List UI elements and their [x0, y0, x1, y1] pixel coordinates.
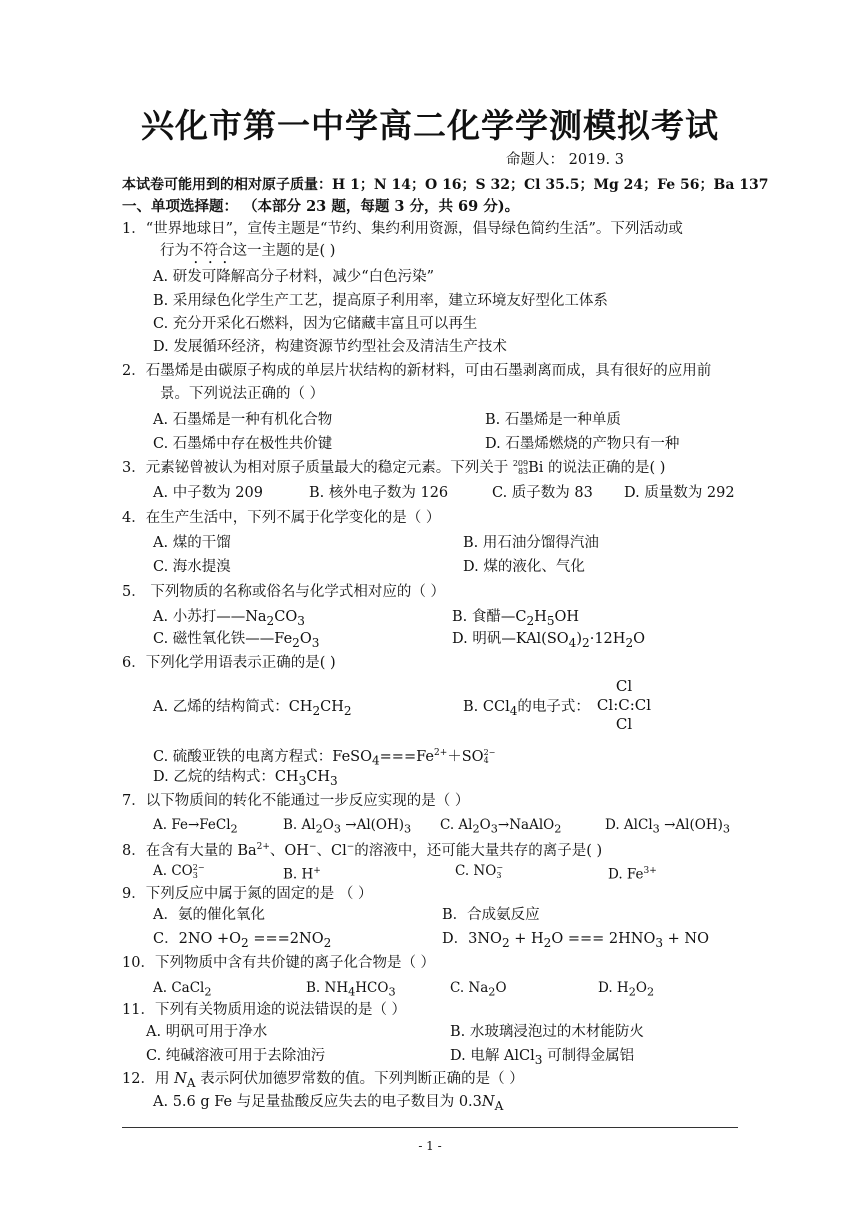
q8-option-d: D. $Fe^{3+}$ — [608, 866, 657, 883]
q10-option-b: B. $NH_4HCO_3$ — [306, 980, 396, 999]
q11-option-a: A. 明矾可用于净水 — [146, 1024, 268, 1040]
q1-stem: 1．“世界地球日”，宣传主题是“节约、集约利用资源，倡导绿色简约生活”。下列活动或 — [122, 221, 683, 237]
q7-option-a: A. Fe→FeCl$_2$ — [153, 817, 238, 836]
q5-option-a: A. 小苏打$——Na_2CO_3$ — [153, 609, 305, 628]
nuclide-notation: 209 83 — [512, 459, 529, 476]
q6-option-d: D. 乙烷的结构式：$CH_3CH_3$ — [153, 769, 338, 788]
section-heading: 一、单项选择题： （本部分 23 题，每题 3 分，共 69 分)。 — [122, 198, 520, 215]
q11-option-c: C. 纯碱溶液可用于去除油污 — [146, 1048, 326, 1064]
q8-stem: 8．在含有大量的 $Ba^{2+}$、OH−、Cl−的溶液中，还可能大量共存的离子是( ) — [122, 842, 603, 859]
q4-option-c: C. 海水提溴 — [153, 559, 231, 575]
q2-option-a: A. 石墨烯是一种有机化合物 — [153, 412, 333, 428]
q4-option-d: D. 煤的液化、气化 — [463, 559, 585, 575]
q6-option-a: A. 乙烯的结构简式：$CH_2CH_2$ — [153, 699, 352, 718]
sulfate-charge: 2− 4 — [483, 747, 496, 765]
q9-stem: 9．下列反应中属于氮的固定的是 （ ） — [122, 886, 373, 902]
q10-stem: 10．下列物质中含有共价键的离子化合物是（ ） — [122, 955, 436, 971]
footer-divider — [122, 1127, 738, 1128]
q2-option-c: C. 石墨烯中存在极性共价键 — [153, 436, 333, 452]
q3-option-b: B. 核外电子数为 126 — [309, 485, 449, 501]
q9-option-b: B．合成氨反应 — [442, 907, 540, 923]
q1-option-a: A. 研发可降解高分子材料，减少“白色污染” — [153, 269, 435, 285]
q7-option-d: D. AlCl$_3$ $\to Al(OH)_3$ — [605, 817, 731, 836]
emphasis-text: 不符合 — [189, 243, 233, 259]
q2-stem-cont: 景。下列说法正确的（ ） — [160, 386, 325, 402]
electron-dot-formula: Cl Cl:C:Cl Cl — [596, 677, 652, 733]
q5-option-d: D. 明矾$—KAl(SO_4)_2\cdot 12H_2O$ — [452, 631, 646, 650]
q4-option-a: A. 煤的干馏 — [153, 535, 231, 551]
q9-option-a: A．氨的催化氧化 — [153, 907, 265, 923]
q2-option-b: B. 石墨烯是一种单质 — [485, 412, 621, 428]
atomic-masses: 本试卷可能用到的相对原子质量：H 1；N 14；O 16；S 32；Cl 35.5；Mg 24；Fe 56；Ba 137 — [122, 177, 769, 193]
page-number: - 1 - — [418, 1139, 442, 1153]
q7-stem: 7．以下物质间的转化不能通过一步反应实现的是（ ） — [122, 793, 470, 809]
q3-option-d: D. 质量数为 292 — [624, 485, 735, 501]
q8-option-b: B. H+ — [283, 866, 321, 883]
q5-stem: 5． 下列物质的名称或俗名与化学式相对应的（ ） — [122, 584, 445, 600]
q8-option-a: A. CO 2− 3 — [153, 862, 205, 880]
q5-option-c: C. 磁性氧化铁$——Fe_2O_3$ — [153, 631, 320, 650]
q7-option-b: B. $Al_2O_3 \to Al(OH)_3$ — [283, 817, 412, 836]
q10-option-a: A. CaCl$_2$ — [153, 980, 212, 999]
q1-stem-cont: 行为不符合这一主题的是( ) — [160, 243, 336, 259]
q11-option-d: D. 电解 AlCl$_3$ 可制得金属铝 — [450, 1048, 635, 1067]
q1-option-d: D. 发展循环经济，构建资源节约型社会及清洁生产技术 — [153, 339, 507, 355]
q6-option-b: B. CCl$_4$的电子式： — [463, 699, 590, 718]
q8-option-c: C. NO − 3 — [455, 862, 504, 880]
q1-option-c: C. 充分开采化石燃料，因为它储藏丰富且可以再生 — [153, 316, 478, 332]
carbonate-charge: 2− 3 — [192, 862, 205, 880]
q9-option-c: C．$2NO +O_2 ===2NO_2$ — [153, 931, 332, 950]
q7-option-c: C. $Al_2O_3\to NaAlO_2$ — [440, 817, 562, 836]
q3-option-c: C. 质子数为 83 — [492, 485, 593, 501]
q5-option-b: B. 食醋$—C_2H_5OH$ — [452, 609, 580, 628]
author-line: 命题人： 2019. 3 — [506, 152, 624, 168]
nitrate-charge: − 3 — [496, 862, 504, 880]
q10-option-d: D. $H_2O_2$ — [598, 980, 655, 999]
q3-stem: 3．元素铋曾被认为相对原子质量最大的稳定元素。下列关于 209 83 Bi 的说法正确的是( ) — [122, 459, 666, 476]
q4-stem: 4．在生产生活中，下列不属于化学变化的是（ ） — [122, 510, 441, 526]
q4-option-b: B. 用石油分馏得汽油 — [463, 535, 599, 551]
q11-option-b: B. 水玻璃浸泡过的木材能防火 — [450, 1024, 644, 1040]
q10-option-c: C. $Na_2O$ — [450, 980, 507, 999]
q2-stem: 2．石墨烯是由碳原子构成的单层片状结构的新材料，可由石墨剥离而成，具有很好的应用前 — [122, 363, 712, 379]
q12-option-a: A. 5.6 g Fe 与足量盐酸反应失去的电子数目为 $0.3N_A$ — [153, 1094, 504, 1113]
q6-option-c: C. 硫酸亚铁的电离方程式：$FeSO_4===Fe^{2+}+SO$ 2− 4 — [153, 747, 496, 768]
q6-stem: 6．下列化学用语表示正确的是( ) — [122, 655, 336, 671]
q9-option-d: D．$3NO_2 + H_2O$ === $2HNO_3$ + NO — [442, 931, 709, 950]
q2-option-d: D. 石墨烯燃烧的产物只有一种 — [485, 436, 680, 452]
q11-stem: 11．下列有关物质用途的说法错误的是（ ） — [122, 1002, 407, 1018]
q3-option-a: A. 中子数为 209 — [153, 485, 263, 501]
q1-option-b: B. 采用绿色化学生产工艺，提高原子利用率，建立环境友好型化工体系 — [153, 293, 608, 309]
page-title: 兴化市第一中学高二化学学测模拟考试 — [141, 106, 719, 145]
q12-stem: 12．用 $N_A$ 表示阿伏加德罗常数的值。下列判断正确的是（ ） — [122, 1071, 524, 1090]
